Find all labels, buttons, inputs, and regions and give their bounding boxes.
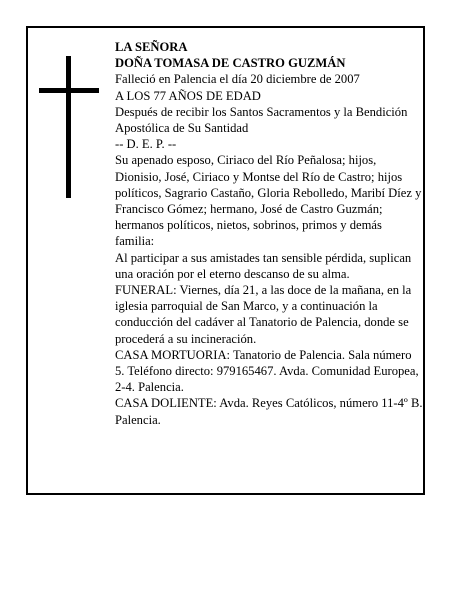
- request-paragraph: Al participar a sus amistades tan sensible pérdida, suplican una oración por el eterno descanso de su alma.: [115, 250, 412, 281]
- cross-icon: [39, 56, 99, 198]
- obituary-notice-frame: [26, 26, 425, 495]
- sacraments-paragraph: Después de recibir los Santos Sacramentos y la Bendición Apostólica de Su Santidad: [115, 104, 408, 136]
- cross-horizontal-bar: [39, 88, 99, 93]
- age-line: A LOS 77 AÑOS DE EDAD: [115, 88, 261, 103]
- cross-vertical-bar: [66, 56, 71, 198]
- death-info: Falleció en Palencia el día 20 diciembre de 2007: [115, 72, 360, 87]
- mortuary-paragraph: CASA MORTUORIA: Tanatorio de Palencia. Sala número 5. Teléfono directo: 979165467. Avda. Comunidad Europea, 2-4. Palencia.: [115, 347, 419, 395]
- deceased-name: DOÑA TOMASA DE CASTRO GUZMÁN: [115, 56, 346, 71]
- rip-line: -- D. E. P. --: [115, 137, 177, 152]
- obituary-text: [115, 39, 423, 428]
- funeral-paragraph: FUNERAL: Viernes, día 21, a las doce de la mañana, en la iglesia parroquial de San Marco, y a continuación la conducción del cadáver al Tanatorio de Palencia, donde se procederá a su incineración.: [115, 283, 412, 346]
- family-paragraph: Su apenado esposo, Ciriaco del Río Peñalosa; hijos, Dionisio, José, Ciriaco y Montse del Río de Castro; hijos políticos, Sagrario Castaño, Gloria Rebolledo, Maribí Díez y Francisco Gómez; hermano, José de Castro Guzmán; hermanos políticos, nietos, sobrinos, primos y demás familia:: [115, 153, 422, 249]
- mourning-house-paragraph: CASA DOLIENTE: Avda. Reyes Católicos, número 11-4º B. Palencia.: [115, 396, 423, 427]
- heading-title: LA SEÑORA: [115, 40, 188, 54]
